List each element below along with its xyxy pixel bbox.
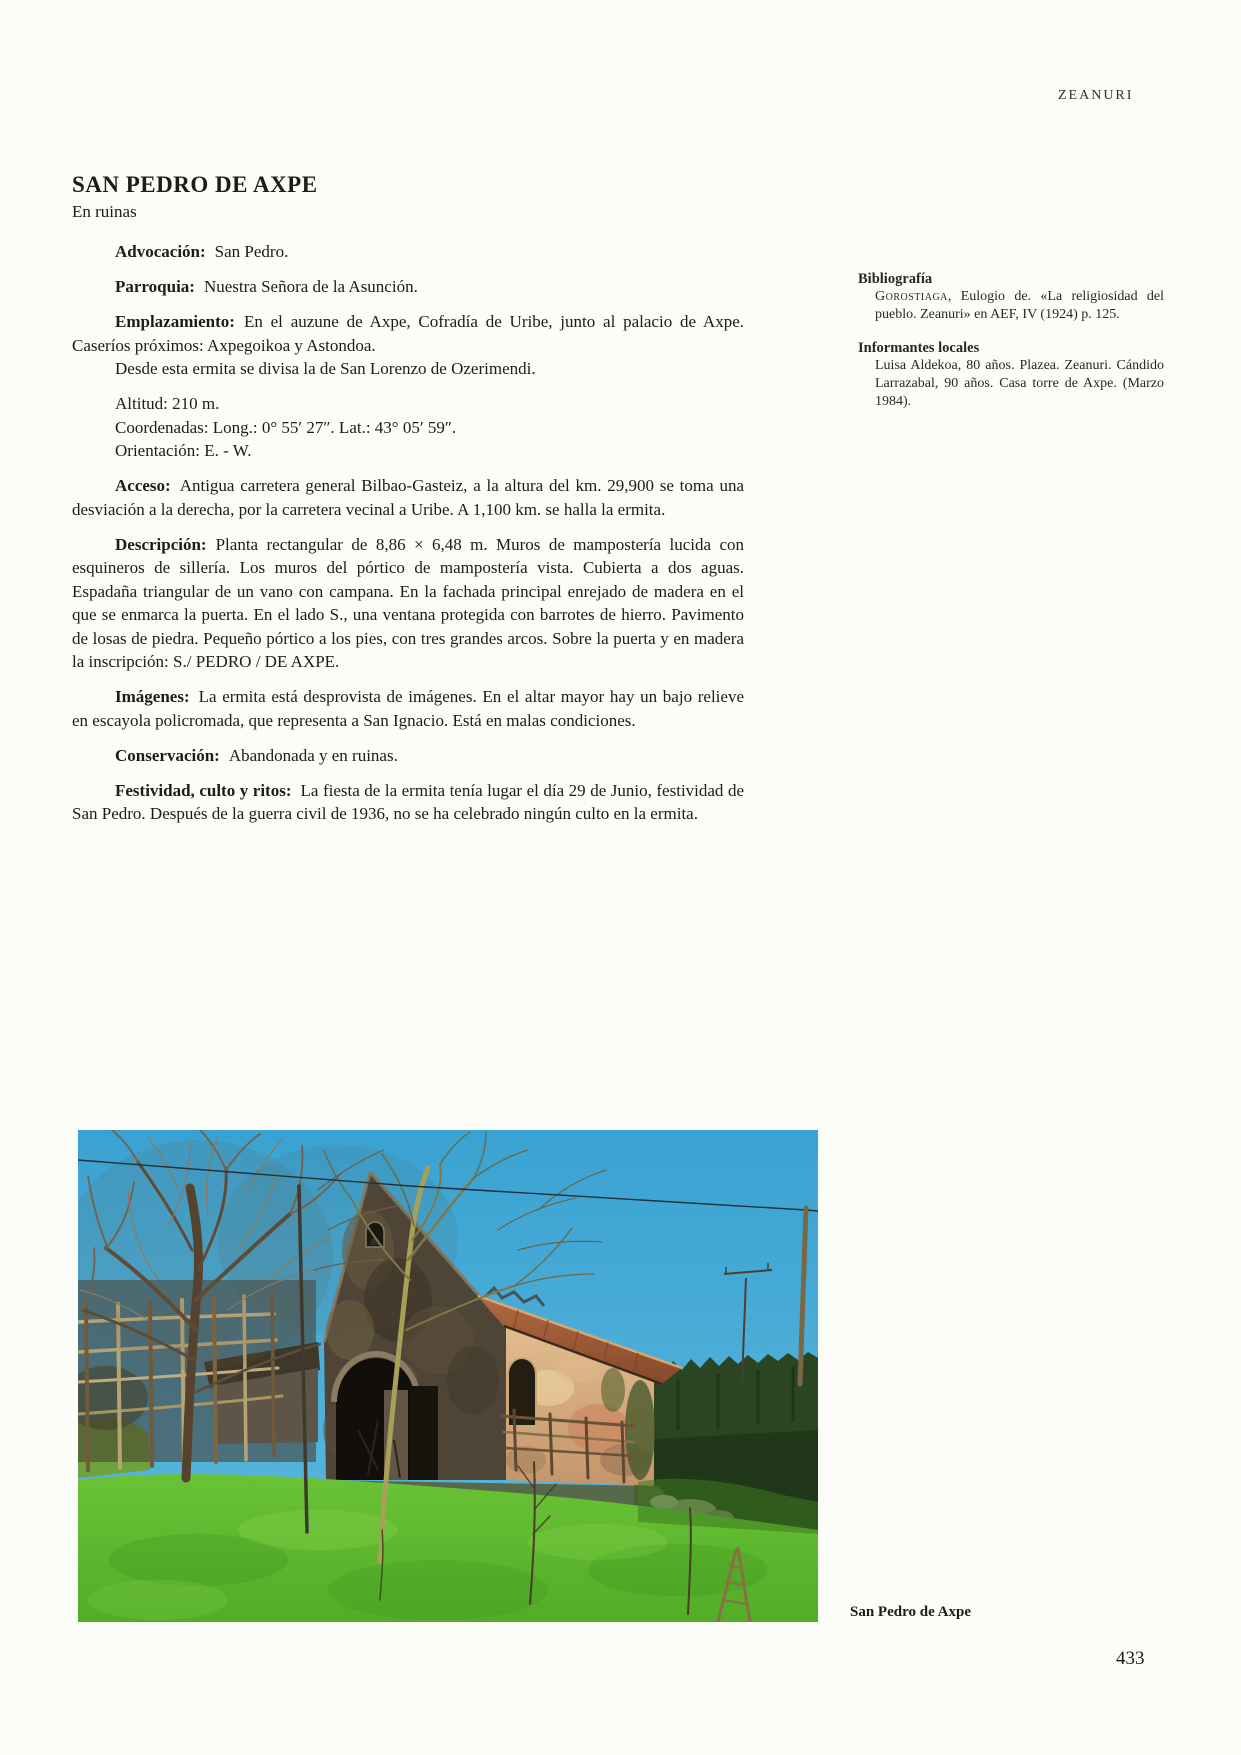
paragraph-text: La ermita está desprovista de imágenes. En el altar mayor hay un bajo relieve en escayola policromada, que representa a San Ignacio. Está en malas condiciones. bbox=[72, 687, 744, 730]
paragraph-acceso bbox=[72, 474, 744, 521]
paragraph-text: Nuestra Señora de la Asunción. bbox=[203, 277, 418, 296]
paragraph-label: Parroquia: bbox=[115, 277, 195, 296]
main-column bbox=[72, 172, 744, 837]
paragraph-text: Desde esta ermita se divisa la de San Lorenzo de Ozerimendi. bbox=[115, 359, 536, 378]
paragraph-label: Festividad, culto y ritos: bbox=[115, 780, 292, 800]
paragraph-label: Acceso: bbox=[115, 476, 171, 495]
paragraph-emplazamiento bbox=[72, 310, 744, 357]
paragraph-text: Planta rectangular de 8,86 × 6,48 m. Muros de mampostería lucida con esquineros de sillería. Los muros del pórtico de mampostería vista. Cubierta a dos aguas. Espadaña triangular de un vano con campana. En la fachada principal enrejado de madera en el que se enmarca la puerta. En el lado S., una ventana protegida con barrotes de hierro. Pavimento de losas de piedra. Pequeño pórtico a los pies, con tres grandes arcos. Sobre la puerta y en madera la inscripción: S./ PEDRO / DE AXPE. bbox=[72, 534, 744, 671]
margin-notes bbox=[858, 270, 1164, 411]
paragraph-parroquia bbox=[72, 275, 744, 299]
paragraph-text: Abandonada y en ruinas. bbox=[228, 745, 398, 765]
paragraph-label: Emplazamiento: bbox=[115, 312, 235, 331]
paragraph-text: La fiesta de la ermita tenía lugar el día 29 de Junio, festividad de San Pedro. Después de la guerra civil de 1936, no se ha celebrado ningún culto en la ermita. bbox=[72, 780, 745, 823]
paragraph-imagenes bbox=[72, 685, 744, 732]
paragraph-label: Advocación: bbox=[115, 242, 206, 261]
informants-heading: Informantes locales bbox=[858, 340, 980, 356]
entry-title: SAN PEDRO DE AXPE bbox=[72, 172, 318, 197]
page-number: 433 bbox=[1116, 1648, 1145, 1669]
meadow bbox=[78, 1474, 818, 1622]
bibliography-entry-rest: , Eulogio de. «La religiosidad del pueblo. Zeanuri» en AEF, IV (1924) p. 125. bbox=[875, 289, 1164, 322]
paragraph-emplazamiento-cont bbox=[72, 357, 744, 381]
paragraph-label: Imágenes: bbox=[115, 687, 190, 706]
bibliography-author: Gorostiaga bbox=[875, 289, 948, 304]
entry-status: En ruinas bbox=[72, 202, 137, 221]
hermitage-photo-illustration bbox=[78, 1130, 818, 1622]
paragraph-label: Conservación: bbox=[115, 745, 220, 765]
entry-body bbox=[72, 240, 744, 826]
technical-data-block bbox=[115, 392, 744, 463]
bibliography-heading: Bibliografía bbox=[858, 271, 933, 287]
orientation-line: Orientación: E. - W. bbox=[115, 441, 252, 460]
paragraph-text: San Pedro. bbox=[214, 242, 289, 261]
coordinates-line: Coordenadas: Long.: 0° 55′ 27″. Lat.: 43° 05′ 59″. bbox=[115, 417, 457, 437]
altitude-line: Altitud: 210 m. bbox=[115, 394, 220, 413]
bibliography-entry bbox=[875, 288, 1164, 324]
photo-caption: San Pedro de Axpe bbox=[850, 1604, 971, 1620]
hermitage-photo bbox=[78, 1130, 818, 1622]
paragraph-conservacion bbox=[72, 744, 744, 768]
paragraph-text: Antigua carretera general Bilbao-Gasteiz, a la altura del km. 29,900 se toma una desviación a la derecha, por la carretera vecinal a Uribe. A 1,100 km. se halla la ermita. bbox=[72, 476, 744, 519]
informants-entry: Luisa Aldekoa, 80 años. Plazea. Zeanuri. Cándido Larrazabal, 90 años. Casa torre de Axpe. (Marzo 1984). bbox=[875, 358, 1164, 409]
paragraph-advocacion bbox=[72, 240, 744, 264]
paragraph-festividad bbox=[72, 779, 744, 826]
paragraph-descripcion bbox=[72, 533, 744, 674]
paragraph-label: Descripción: bbox=[115, 534, 207, 554]
running-head: ZEANURI bbox=[1058, 88, 1134, 103]
paragraph-text: En el auzune de Axpe, Cofradía de Uribe, junto al palacio de Axpe. Caseríos próximos: Axpegoikoa y Astondoa. bbox=[72, 312, 744, 355]
